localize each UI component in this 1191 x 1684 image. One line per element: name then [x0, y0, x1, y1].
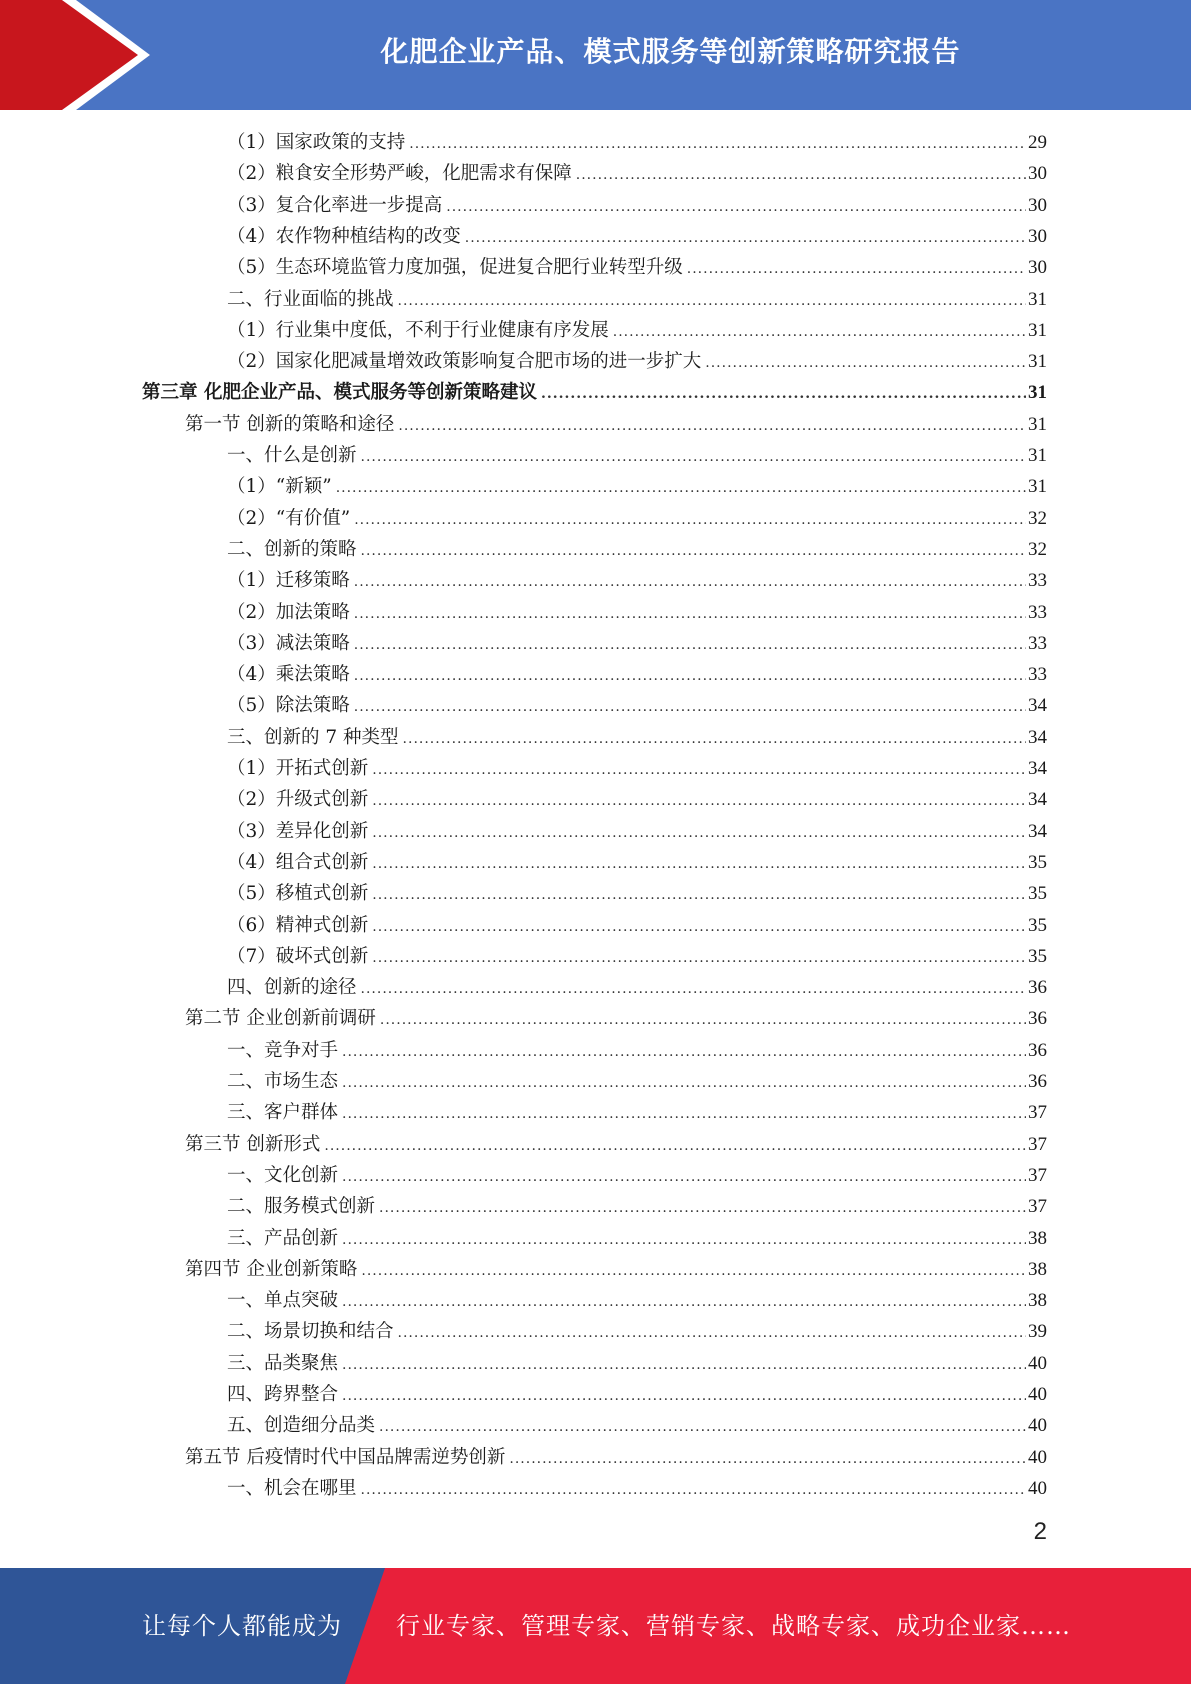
toc-entry-label: 三、客户群体 [227, 1102, 339, 1124]
toc-entry-page: 37 [1028, 1196, 1047, 1218]
dot-leader [372, 849, 1026, 880]
toc-entry-label: 三、品类聚焦 [227, 1352, 339, 1374]
toc-entry-label: （1）国家政策的支持 [227, 132, 406, 153]
toc-entry[interactable] [227, 1160, 1047, 1191]
toc-entry-page: 34 [1028, 726, 1047, 748]
toc-entry-label: 五、创造细分品类 [227, 1415, 376, 1437]
toc-entry[interactable] [227, 1285, 1047, 1316]
dot-leader [354, 661, 1026, 692]
toc-entry-label: （4）乘法策略 [227, 664, 350, 686]
toc-entry-page: 40 [1028, 1352, 1047, 1374]
toc-entry[interactable] [227, 252, 1047, 283]
dot-leader [705, 348, 1026, 379]
dot-leader [509, 1444, 1026, 1475]
toc-entry-page: 33 [1028, 601, 1047, 623]
toc-entry-label: 一、机会在哪里 [227, 1477, 357, 1499]
toc-entry-label: 第二节 企业创新前调研 [185, 1008, 376, 1030]
toc-entry[interactable] [227, 565, 1047, 596]
toc-entry-page: 31 [1028, 476, 1047, 498]
toc-entry-label: 一、文化创新 [227, 1164, 339, 1186]
toc-entry[interactable] [227, 1348, 1047, 1379]
toc-entry-label: 第五节 后疫情时代中国品牌需逆势创新 [185, 1446, 506, 1468]
toc-entry-page: 40 [1028, 1446, 1047, 1468]
toc-entry-page: 35 [1028, 883, 1047, 905]
dot-leader [687, 254, 1026, 285]
dot-leader [372, 943, 1026, 974]
dot-leader [342, 1381, 1026, 1412]
toc-entry-page: 31 [1028, 319, 1047, 341]
dot-leader [354, 630, 1026, 661]
dot-leader [342, 1037, 1026, 1068]
dot-leader [379, 1193, 1026, 1224]
dot-leader [409, 129, 1026, 160]
toc-entry-label: 第四节 企业创新策略 [185, 1258, 358, 1280]
toc-entry[interactable] [227, 628, 1047, 659]
dot-leader [342, 1350, 1026, 1381]
toc-entry-label: 一、单点突破 [227, 1290, 339, 1312]
toc-entry-label: 二、行业面临的挑战 [227, 288, 394, 310]
toc-entry-label: （2）升级式创新 [227, 789, 369, 811]
dot-leader [398, 1318, 1026, 1349]
toc-entry[interactable] [227, 910, 1047, 941]
dot-leader [380, 1005, 1026, 1036]
dot-leader [342, 1099, 1026, 1130]
dot-leader [372, 880, 1026, 911]
toc-entry-label: 第三节 创新形式 [185, 1133, 321, 1155]
toc-entry-page: 31 [1028, 382, 1047, 404]
toc-entry-page: 31 [1028, 413, 1047, 435]
dot-leader [398, 411, 1026, 442]
toc-entry[interactable] [227, 972, 1047, 1003]
dot-leader [354, 599, 1026, 630]
dot-leader [342, 1068, 1026, 1099]
toc-entry[interactable] [227, 190, 1047, 221]
toc-entry[interactable] [185, 1003, 1047, 1034]
toc-entry-label: （1）开拓式创新 [227, 758, 369, 779]
dot-leader [372, 755, 1026, 786]
toc-entry-label: （2）国家化肥减量增效政策影响复合肥市场的进一步扩大 [227, 351, 702, 373]
dot-leader [342, 1287, 1026, 1318]
toc-entry-label: 三、产品创新 [227, 1227, 339, 1249]
toc-entry-page: 30 [1028, 194, 1047, 216]
toc-entry[interactable] [227, 315, 1047, 346]
toc-entry-page: 34 [1028, 695, 1047, 717]
toc-entry[interactable] [227, 1097, 1047, 1128]
toc-entry-label: （3）复合化率进一步提高 [227, 194, 443, 216]
toc-entry[interactable] [185, 1442, 1047, 1473]
toc-entry-page: 34 [1028, 820, 1047, 842]
toc-entry-page: 31 [1028, 351, 1047, 373]
toc-entry-label: （2）加法策略 [227, 601, 350, 623]
toc-entry[interactable] [227, 1410, 1047, 1441]
toc-entry-label: （3）减法策略 [227, 632, 350, 654]
toc-entry-label: （5）移植式创新 [227, 883, 369, 905]
toc-entry-page: 33 [1028, 664, 1047, 686]
toc-entry-label: （1）“新颖” [227, 476, 332, 498]
footer-banner [0, 1568, 1191, 1684]
toc-entry-label: 一、竞争对手 [227, 1039, 339, 1061]
toc-entry-page: 37 [1028, 1164, 1047, 1186]
toc-entry-label: 二、市场生态 [227, 1071, 339, 1092]
toc-entry-page: 30 [1028, 225, 1047, 247]
toc-entry-page: 32 [1028, 538, 1047, 560]
toc-entry-label: 二、服务模式创新 [227, 1196, 376, 1218]
toc-entry[interactable] [227, 941, 1047, 972]
toc-entry-page: 33 [1028, 632, 1047, 654]
toc-entry-page: 33 [1028, 570, 1047, 592]
toc-entry-page: 35 [1028, 851, 1047, 873]
toc-entry-page: 39 [1028, 1321, 1047, 1343]
toc-entry[interactable] [227, 1066, 1047, 1097]
toc-entry[interactable] [227, 878, 1047, 909]
toc-entry-label: （2）粮食安全形势严峻，化肥需求有保障 [227, 163, 572, 185]
dot-leader [576, 160, 1026, 191]
dot-leader [361, 974, 1026, 1005]
dot-leader [446, 192, 1026, 223]
toc-entry-page: 31 [1028, 445, 1047, 466]
dot-leader [613, 317, 1026, 348]
dot-leader [541, 379, 1026, 410]
toc-entry-label: 三、创新的 7 种类型 [227, 726, 399, 748]
toc-entry[interactable] [227, 1316, 1047, 1347]
toc-entry-page: 37 [1028, 1102, 1047, 1124]
toc-entry-page: 40 [1028, 1415, 1047, 1437]
toc-entry-label: 第一节 创新的策略和途径 [185, 413, 395, 435]
toc-entry[interactable] [227, 221, 1047, 252]
toc-entry-page: 32 [1028, 507, 1047, 529]
toc-entry[interactable] [227, 440, 1047, 471]
dot-leader [336, 473, 1026, 504]
toc-entry[interactable] [227, 753, 1047, 784]
toc-entry-label: 四、创新的途径 [227, 977, 357, 999]
toc-entry[interactable] [227, 503, 1047, 534]
report-title: 化肥企业产品、模式服务等创新策略研究报告 [380, 35, 961, 68]
toc-entry[interactable] [227, 158, 1047, 189]
dot-leader [361, 442, 1026, 473]
toc-entry[interactable] [227, 534, 1047, 565]
dot-leader [361, 1475, 1026, 1506]
toc-entry[interactable] [142, 377, 1047, 408]
dot-leader [465, 223, 1026, 254]
toc-entry-label: （4）农作物种植结构的改变 [227, 225, 461, 247]
toc-entry-page: 38 [1028, 1258, 1047, 1280]
dot-leader [354, 692, 1026, 723]
dot-leader [354, 567, 1026, 598]
dot-leader [361, 1256, 1026, 1287]
dot-leader [354, 505, 1026, 536]
footer-slogan-right: 行业专家、管理专家、营销专家、战略专家、成功企业家…… [396, 1612, 1071, 1640]
dot-leader [372, 786, 1026, 817]
toc-entry[interactable] [227, 346, 1047, 377]
toc-entry[interactable] [227, 1191, 1047, 1222]
toc-entry-page: 36 [1028, 1039, 1047, 1061]
toc-entry-label: （1）迁移策略 [227, 570, 350, 592]
toc-entry-label: （7）破坏式创新 [227, 945, 369, 967]
toc-entry-page: 34 [1028, 789, 1047, 811]
dot-leader [398, 286, 1026, 317]
toc-entry[interactable] [227, 784, 1047, 815]
dot-leader [342, 1225, 1026, 1256]
toc-entry-page: 36 [1028, 977, 1047, 999]
toc-entry-label: （5）除法策略 [227, 695, 350, 717]
toc-entry-label: （6）精神式创新 [227, 914, 369, 936]
toc-entry-page: 35 [1028, 914, 1047, 936]
toc-entry[interactable] [227, 847, 1047, 878]
dot-leader [403, 724, 1026, 755]
toc-entry-page: 36 [1028, 1071, 1047, 1092]
toc-entry-page: 30 [1028, 257, 1047, 279]
toc-entry-label: （1）行业集中度低，不利于行业健康有序发展 [227, 319, 609, 341]
toc-entry-label: 第三章 化肥企业产品、模式服务等创新策略建议 [142, 382, 537, 404]
toc-entry-page: 38 [1028, 1290, 1047, 1312]
toc-entry[interactable] [185, 1254, 1047, 1285]
toc-entry-label: （2）“有价值” [227, 507, 351, 529]
toc-entry-label: 四、跨界整合 [227, 1384, 339, 1405]
toc-entry-page: 37 [1028, 1133, 1047, 1155]
dot-leader [372, 912, 1026, 943]
toc-entry-page: 40 [1028, 1384, 1047, 1405]
toc-entry[interactable] [227, 659, 1047, 690]
toc-entry-label: （5）生态环境监管力度加强，促进复合肥行业转型升级 [227, 257, 683, 279]
dot-leader [324, 1131, 1026, 1162]
toc-entry[interactable] [185, 1129, 1047, 1160]
toc-entry-page: 30 [1028, 163, 1047, 185]
toc-entry[interactable] [185, 409, 1047, 440]
dot-leader [372, 818, 1026, 849]
header-banner [0, 0, 1191, 110]
dot-leader [342, 1162, 1026, 1193]
toc-entry-page: 40 [1028, 1477, 1047, 1499]
toc-entry-page: 29 [1028, 132, 1047, 153]
toc-entry-page: 35 [1028, 945, 1047, 967]
toc-entry-page: 34 [1028, 758, 1047, 779]
toc-entry[interactable] [227, 690, 1047, 721]
toc-entry[interactable] [227, 471, 1047, 502]
toc-entry-label: 一、什么是创新 [227, 445, 357, 466]
dot-leader [379, 1412, 1026, 1443]
toc-entry[interactable] [227, 1035, 1047, 1066]
chevron-arrow-icon [0, 0, 150, 110]
toc-entry-page: 38 [1028, 1227, 1047, 1249]
toc-entry-label: （4）组合式创新 [227, 851, 369, 873]
toc-entry[interactable] [227, 1379, 1047, 1410]
footer-slogan-left: 让每个人都能成为 [142, 1612, 342, 1640]
toc-entry[interactable] [227, 284, 1047, 315]
toc-entry[interactable] [227, 1223, 1047, 1254]
toc-entry[interactable] [227, 722, 1047, 753]
dot-leader [361, 536, 1026, 567]
toc-entry-page: 36 [1028, 1008, 1047, 1030]
toc-entry-label: 二、场景切换和结合 [227, 1321, 394, 1343]
toc-entry[interactable] [227, 816, 1047, 847]
toc-entry-label: 二、创新的策略 [227, 538, 357, 560]
toc-entry[interactable] [227, 127, 1047, 158]
toc-entry[interactable] [227, 1473, 1047, 1504]
toc-entry[interactable] [227, 597, 1047, 628]
toc-entry-label: （3）差异化创新 [227, 820, 369, 842]
toc-entry-page: 31 [1028, 288, 1047, 310]
page-number: 2 [1033, 1518, 1047, 1545]
